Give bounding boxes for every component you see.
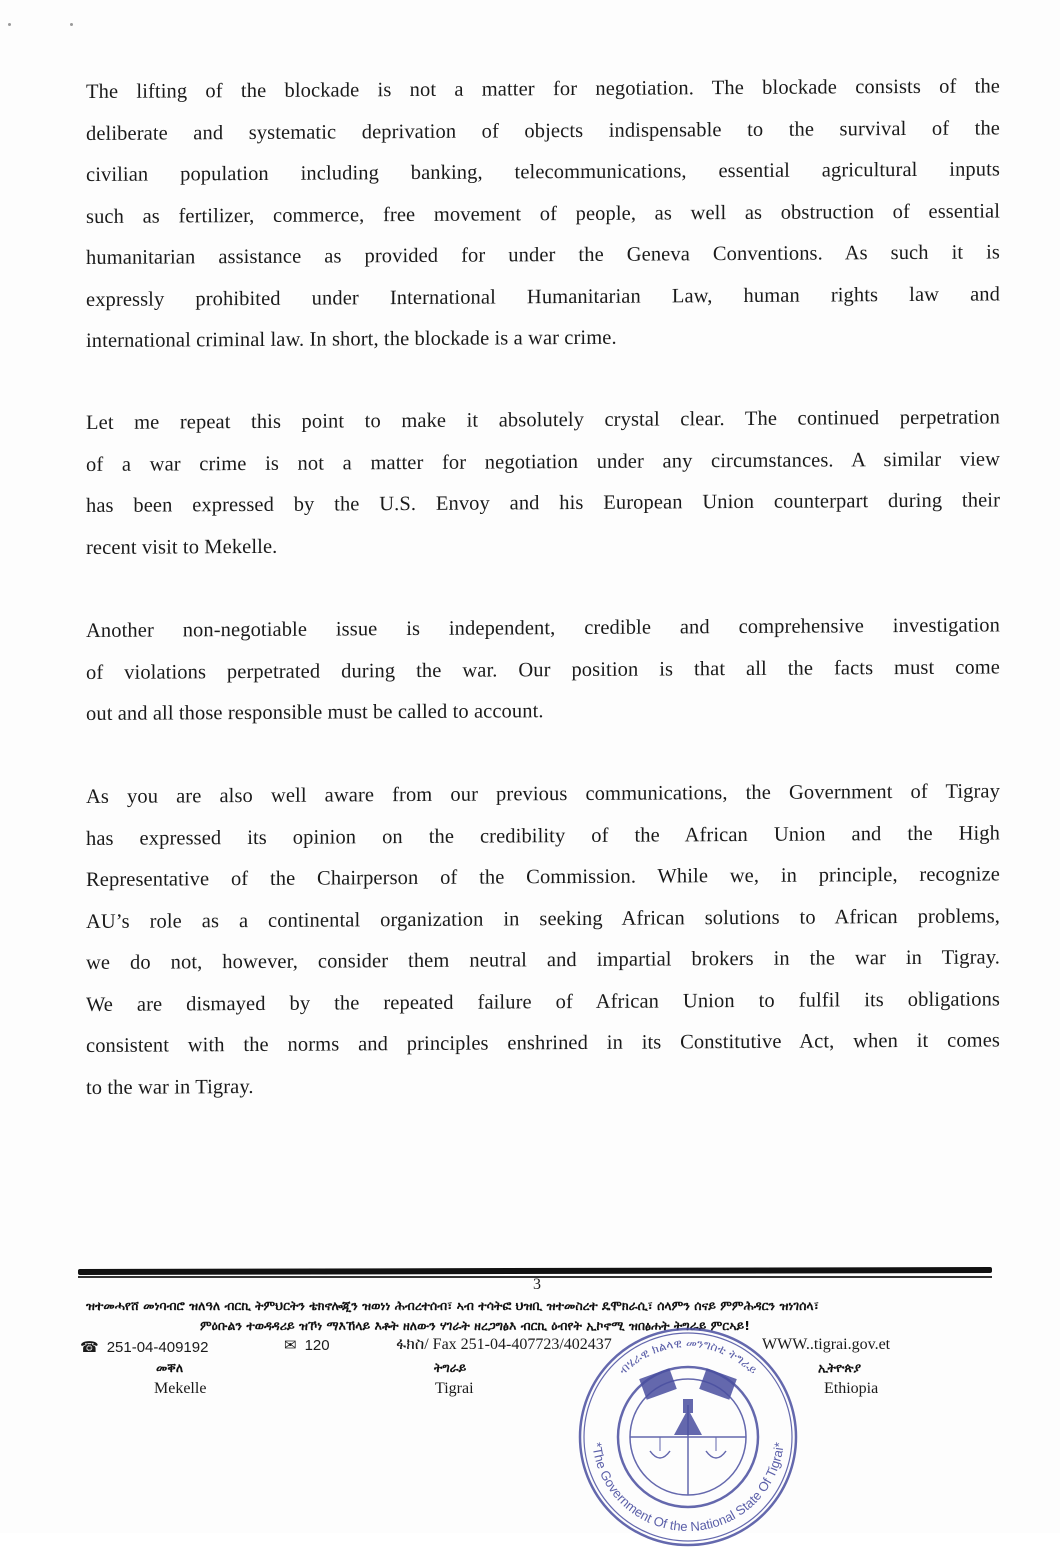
text-line: international criminal law. In short, the blockade is a war crime. — [86, 326, 617, 352]
stamp-text-top: ብሄራዊ ክልላዊ መንግስቲ ትግራይ — [615, 1335, 761, 1378]
text-line: of violations perpetrated during the war. Our position is that all the facts must come — [86, 655, 1000, 683]
text-line: we do not, however, consider them neutral and impartial brokers in the war in Tigray. — [86, 946, 1000, 974]
telephone-icon: ☎ — [80, 1339, 99, 1356]
text-line: such as fertilizer, commerce, free movement of people, as well as obstruction of essential — [86, 199, 1000, 228]
text-line: Another non-negotiable issue is independent, credible and comprehensive investigation — [86, 613, 1000, 642]
text-line: As you are also well aware from our previous communications, the Government of Tigray — [86, 780, 1000, 808]
text-line: has expressed its opinion on the credibility of the African Union and the High — [86, 821, 1000, 850]
country: Ethiopia — [824, 1380, 879, 1397]
pobox-contact — [284, 1336, 330, 1354]
text-line: recent visit to Mekelle. — [86, 534, 278, 558]
text-line: deliberate and systematic deprivation of objects indispensable to the survival of the — [86, 116, 1000, 145]
scan-speck — [8, 23, 11, 26]
region: Tigrai — [435, 1380, 474, 1397]
text-line: Let me repeat this point to make it absolutely crystal clear. The continued perpetration — [86, 405, 1000, 434]
paragraph-investigation — [86, 605, 1000, 735]
page-number: 3 — [533, 1276, 541, 1293]
stamp-text-bottom: *The Government Of the National State Of Tigrai* — [589, 1441, 787, 1535]
text-line: out and all those responsible must be called to account. — [86, 699, 544, 725]
pobox-number: 120 — [304, 1337, 330, 1354]
footer-rule — [78, 1267, 992, 1275]
phone-number: 251-04-409192 — [106, 1339, 209, 1356]
envelope-icon: ✉ — [284, 1337, 297, 1354]
city: Mekelle — [154, 1380, 207, 1397]
city-amharic: መቐለ — [156, 1360, 184, 1375]
government-seal-stamp-icon — [570, 1325, 806, 1547]
text-line: has been expressed by the U.S. Envoy and his European Union counterpart during their — [86, 488, 1000, 517]
text-line: consistent with the norms and principles enshrined in its Constitutive Act, when it comes — [86, 1029, 1000, 1057]
phone-contact — [80, 1338, 208, 1356]
letter-body — [86, 72, 1000, 1151]
text-line: civilian population including banking, telecommunications, essential agricultural inputs — [86, 158, 1000, 186]
text-line: The lifting of the blockade is not a matter for negotiation. The blockade consists of the — [86, 75, 1000, 103]
fax-number: ፋክስ/ Fax 251-04-407723/402437 — [396, 1336, 612, 1353]
website-link[interactable]: WWW..tigrai.gov.et — [762, 1336, 891, 1353]
text-line: expressly prohibited under International Humanitarian Law, human rights law and — [86, 282, 1000, 311]
text-line: to the war in Tigray. — [86, 1075, 254, 1099]
text-line: AU’s role as a continental organization in seeking African solutions to African problems, — [86, 904, 1000, 933]
paragraph-blockade — [86, 66, 1000, 362]
region-amharic: ትግራይ — [434, 1360, 467, 1375]
paragraph-african-union — [86, 771, 1000, 1109]
motto-line-2: ምዕቡልን ተወዳዳሪይ ዝኾነ ማእኸላይ እቶት ዘለውን ሃገራት ዘረጋግፅእ ብርኪ ዕብየት ኢኮኖሚ ዝበፅሐት ትግራይ ምርኣይ! — [200, 1318, 750, 1333]
text-line: Representative of the Chairperson of the Commission. While we, in principle, recognize — [86, 863, 1000, 891]
scan-speck — [70, 23, 73, 26]
text-line: of a war crime is not a matter for negotiation under any circumstances. A similar view — [86, 447, 1000, 475]
motto-line-1: ዝተመሓየሸ መነባብሮ ዝለዓለ ብርኪ ትምህርትን ቴክኖሎጂን ዝወነነ ሕብረተሰብ፣ ኣብ ተሳትፎ ህዝቢ ዝተመስረተ ዴሞክራሲ፣ ሰላምን ሰናይ ምምሕዳርን ዝነገሰላ፣ — [86, 1298, 819, 1313]
country-amharic: ኢትዮጵያ — [818, 1360, 862, 1375]
paragraph-war-crime — [86, 397, 1000, 569]
text-line: humanitarian assistance as provided for under the Geneva Conventions. As such it is — [86, 241, 1000, 269]
text-line: We are dismayed by the repeated failure of African Union to fulfil its obligations — [86, 987, 1000, 1016]
